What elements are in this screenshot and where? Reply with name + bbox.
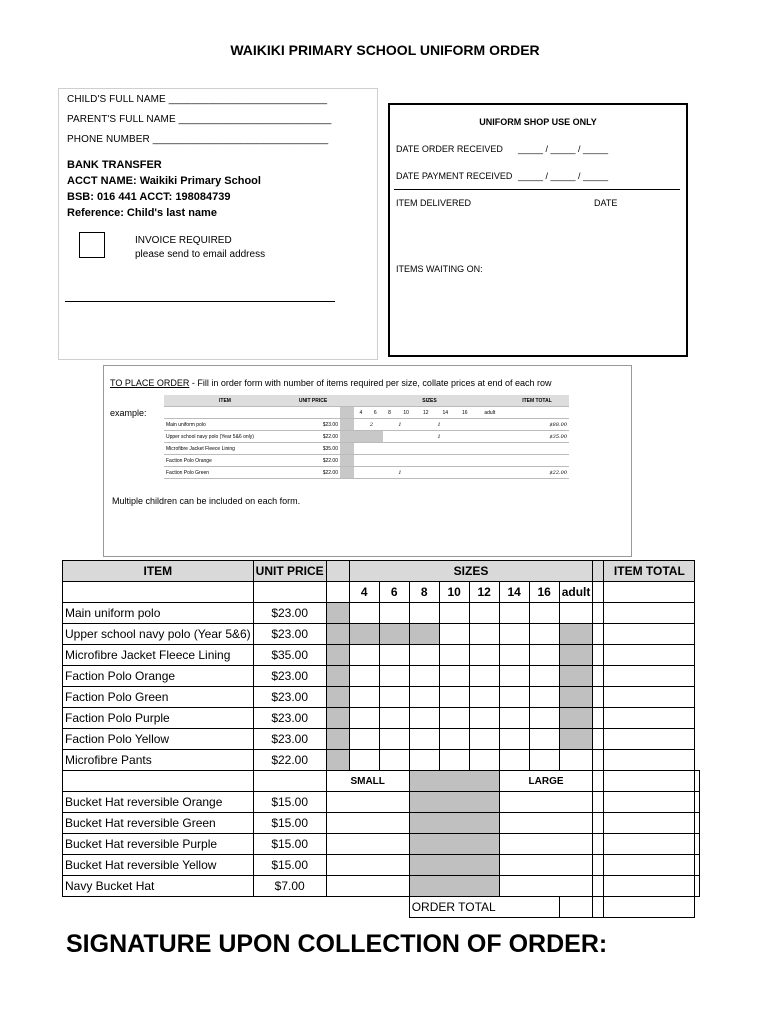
unit-price: $23.00	[253, 624, 326, 645]
bank-account-name: ACCT NAME: Waikiki Primary School	[67, 175, 261, 187]
qty-small[interactable]	[326, 834, 409, 855]
qty-cell[interactable]	[499, 729, 529, 750]
bank-reference: Reference: Child's last name	[67, 207, 217, 219]
ex-header-sizes: SIZES	[354, 395, 505, 407]
item-total-cell[interactable]	[604, 666, 695, 687]
unit-price: $15.00	[253, 813, 326, 834]
qty-large[interactable]	[499, 792, 593, 813]
date-label: DATE	[594, 198, 618, 208]
qty-cell[interactable]	[409, 645, 439, 666]
unit-price: $23.00	[253, 729, 326, 750]
qty-cell[interactable]	[499, 645, 529, 666]
qty-cell[interactable]	[499, 624, 529, 645]
qty-cell[interactable]	[409, 603, 439, 624]
unit-price: $23.00	[253, 708, 326, 729]
qty-cell[interactable]	[379, 708, 409, 729]
qty-one-size[interactable]	[409, 876, 499, 897]
item-total-cell[interactable]	[604, 750, 695, 771]
qty-cell[interactable]	[439, 666, 469, 687]
large-label: LARGE	[499, 771, 593, 792]
qty-cell[interactable]	[439, 645, 469, 666]
ex-header-price: UNIT PRICE	[286, 395, 340, 407]
qty-cell[interactable]	[529, 687, 559, 708]
ex-row: Faction Polo Orange $22.00	[164, 455, 569, 467]
item-name: Faction Polo Purple	[63, 708, 254, 729]
qty-large[interactable]	[499, 813, 593, 834]
multiple-children-note: Multiple children can be included on each form.	[112, 496, 301, 506]
size-10: 10	[439, 582, 469, 603]
ex-size: adult	[475, 407, 505, 419]
order-row	[63, 708, 700, 729]
item-name: Faction Polo Green	[63, 687, 254, 708]
header-item: ITEM	[63, 561, 254, 582]
order-total-label: ORDER TOTAL	[409, 897, 559, 918]
order-row	[63, 603, 700, 624]
qty-cell[interactable]	[529, 624, 559, 645]
item-name: Bucket Hat reversible Yellow	[63, 855, 254, 876]
size-4: 4	[349, 582, 379, 603]
small-label: SMALL	[326, 771, 409, 792]
hat-row	[63, 876, 700, 897]
item-name: Faction Polo Yellow	[63, 729, 254, 750]
item-total-cell[interactable]	[604, 708, 695, 729]
qty-cell[interactable]	[379, 687, 409, 708]
ex-size: 14	[436, 407, 456, 419]
qty-cell[interactable]	[349, 750, 379, 771]
qty-small[interactable]	[326, 855, 409, 876]
unit-price: $15.00	[253, 834, 326, 855]
order-row	[63, 687, 700, 708]
size-adult: adult	[559, 582, 593, 603]
ex-size: 8	[383, 407, 397, 419]
qty-cell[interactable]	[529, 750, 559, 771]
child-name-field[interactable]: CHILD'S FULL NAME ____________________________	[67, 94, 328, 105]
qty-cell[interactable]	[499, 750, 529, 771]
qty-cell[interactable]	[499, 708, 529, 729]
order-total-cell[interactable]	[604, 897, 695, 918]
unit-price: $23.00	[253, 666, 326, 687]
item-total-cell[interactable]	[604, 624, 695, 645]
item-name: Upper school navy polo (Year 5&6)	[63, 624, 254, 645]
ex-size: 16	[455, 407, 475, 419]
qty-cell[interactable]	[409, 708, 439, 729]
items-waiting-label: ITEMS WAITING ON:	[396, 264, 483, 274]
hat-row	[63, 834, 700, 855]
invoice-sublabel: please send to email address	[135, 249, 266, 260]
qty-cell[interactable]	[559, 750, 593, 771]
qty-cell[interactable]	[469, 624, 499, 645]
signature-heading: SIGNATURE UPON COLLECTION OF ORDER:	[66, 930, 608, 958]
item-name: Bucket Hat reversible Green	[63, 813, 254, 834]
item-name: Bucket Hat reversible Orange	[63, 792, 254, 813]
qty-cell[interactable]	[349, 729, 379, 750]
hat-row	[63, 792, 700, 813]
size-14: 14	[499, 582, 529, 603]
item-name: Microfibre Jacket Fleece Lining	[63, 645, 254, 666]
qty-cell[interactable]	[379, 645, 409, 666]
item-total-cell[interactable]	[695, 834, 700, 855]
qty-cell[interactable]	[349, 645, 379, 666]
bank-bsb-acct: BSB: 016 441 ACCT: 198084739	[67, 191, 231, 203]
order-row	[63, 624, 700, 645]
unit-price: $23.00	[253, 687, 326, 708]
qty-cell[interactable]	[349, 708, 379, 729]
qty-cell[interactable]	[559, 603, 593, 624]
order-row	[63, 645, 700, 666]
date-received-blank[interactable]: _____ / _____ / _____	[518, 144, 609, 154]
qty-cell[interactable]	[439, 603, 469, 624]
qty-cell[interactable]	[349, 687, 379, 708]
qty-cell[interactable]	[349, 666, 379, 687]
qty-cell[interactable]	[439, 687, 469, 708]
ex-size: 12	[416, 407, 436, 419]
ex-row: Faction Polo Green $22.00 1 $22.00	[164, 467, 569, 479]
ex-size: 4	[354, 407, 368, 419]
item-total-cell[interactable]	[695, 813, 700, 834]
hat-row	[63, 855, 700, 876]
qty-cell[interactable]	[529, 729, 559, 750]
date-payment-blank[interactable]: _____ / _____ / _____	[518, 171, 609, 181]
instructions-box	[103, 365, 632, 557]
item-delivered-label: ITEM DELIVERED	[396, 198, 472, 208]
ex-header-item: ITEM	[164, 395, 286, 407]
qty-small[interactable]	[326, 813, 409, 834]
page-title: WAIKIKI PRIMARY SCHOOL UNIFORM ORDER	[230, 42, 540, 58]
item-name: Faction Polo Orange	[63, 666, 254, 687]
unit-price: $7.00	[253, 876, 326, 897]
item-total-cell[interactable]	[695, 792, 700, 813]
qty-cell[interactable]	[409, 687, 439, 708]
qty-cell[interactable]	[349, 603, 379, 624]
date-received-label: DATE ORDER RECEIVED	[396, 144, 503, 154]
shop-use-box	[388, 103, 688, 357]
qty-cell[interactable]	[469, 750, 499, 771]
qty-cell[interactable]	[469, 687, 499, 708]
unit-price: $23.00	[253, 603, 326, 624]
date-payment-label: DATE PAYMENT RECEIVED	[396, 171, 513, 181]
item-name: Bucket Hat reversible Purple	[63, 834, 254, 855]
qty-cell[interactable]	[469, 603, 499, 624]
item-total-cell[interactable]	[695, 876, 700, 897]
header-unit-price: UNIT PRICE	[253, 561, 326, 582]
contact-box	[58, 88, 378, 360]
parent-name-field[interactable]: PARENT'S FULL NAME ___________________________	[67, 114, 332, 125]
unit-price: $22.00	[253, 750, 326, 771]
invoice-checkbox[interactable]	[79, 232, 105, 258]
invoice-label: INVOICE REQUIRED	[135, 235, 232, 246]
qty-cell[interactable]	[499, 603, 529, 624]
ex-header-total: ITEM TOTAL	[505, 395, 569, 407]
ex-size: 6	[368, 407, 383, 419]
instructions-lead: TO PLACE ORDER	[110, 378, 190, 388]
ex-row: Upper school navy polo (Year 5&6 only) $22.00 1 $35.00	[164, 431, 569, 443]
item-total-cell[interactable]	[604, 603, 695, 624]
ex-row: Main uniform polo $23.00 2 1 1 $88.00	[164, 419, 569, 431]
qty-cell[interactable]	[529, 645, 559, 666]
qty-cell[interactable]	[439, 624, 469, 645]
qty-cell[interactable]	[469, 666, 499, 687]
qty-cell[interactable]	[499, 687, 529, 708]
phone-field[interactable]: PHONE NUMBER _______________________________	[67, 134, 329, 145]
order-row	[63, 750, 700, 771]
item-total-cell[interactable]	[604, 729, 695, 750]
order-row	[63, 729, 700, 750]
qty-cell[interactable]	[499, 666, 529, 687]
qty-cell[interactable]	[379, 603, 409, 624]
qty-large[interactable]	[499, 855, 593, 876]
qty-cell[interactable]	[379, 729, 409, 750]
qty-large[interactable]	[499, 834, 593, 855]
qty-small[interactable]	[326, 792, 409, 813]
unit-price: $35.00	[253, 645, 326, 666]
unit-price: $15.00	[253, 855, 326, 876]
email-line[interactable]	[65, 301, 335, 302]
size-16: 16	[529, 582, 559, 603]
qty-cell[interactable]	[409, 666, 439, 687]
item-total-cell[interactable]	[604, 687, 695, 708]
example-table	[164, 395, 569, 479]
qty-cell[interactable]	[469, 645, 499, 666]
item-name: Main uniform polo	[63, 603, 254, 624]
qty-cell[interactable]	[469, 729, 499, 750]
qty-cell[interactable]	[529, 666, 559, 687]
divider	[394, 189, 680, 190]
ex-row: Microfibre Jacket Fleece Lining $35.00	[164, 443, 569, 455]
instructions-text: - Fill in order form with number of items required per size, collate prices at end of each row	[189, 378, 552, 388]
qty-cell[interactable]	[409, 729, 439, 750]
unit-price: $15.00	[253, 792, 326, 813]
size-8: 8	[409, 582, 439, 603]
qty-cell[interactable]	[439, 729, 469, 750]
qty-cell[interactable]	[409, 750, 439, 771]
qty-cell[interactable]	[379, 750, 409, 771]
size-6: 6	[379, 582, 409, 603]
bank-transfer-heading: BANK TRANSFER	[67, 159, 162, 171]
order-row	[63, 666, 700, 687]
hat-row	[63, 813, 700, 834]
example-label: example:	[110, 408, 147, 418]
item-total-cell[interactable]	[695, 855, 700, 876]
item-name: Microfibre Pants	[63, 750, 254, 771]
size-12: 12	[469, 582, 499, 603]
qty-cell[interactable]	[439, 750, 469, 771]
item-name: Navy Bucket Hat	[63, 876, 254, 897]
order-table	[62, 560, 700, 918]
header-sizes: SIZES	[349, 561, 593, 582]
qty-cell[interactable]	[529, 708, 559, 729]
qty-cell[interactable]	[379, 666, 409, 687]
qty-cell[interactable]	[529, 603, 559, 624]
shop-heading: UNIFORM SHOP USE ONLY	[479, 117, 597, 127]
qty-cell[interactable]	[469, 708, 499, 729]
ex-size: 10	[396, 407, 416, 419]
header-item-total: ITEM TOTAL	[604, 561, 695, 582]
item-total-cell[interactable]	[604, 645, 695, 666]
qty-cell[interactable]	[439, 708, 469, 729]
